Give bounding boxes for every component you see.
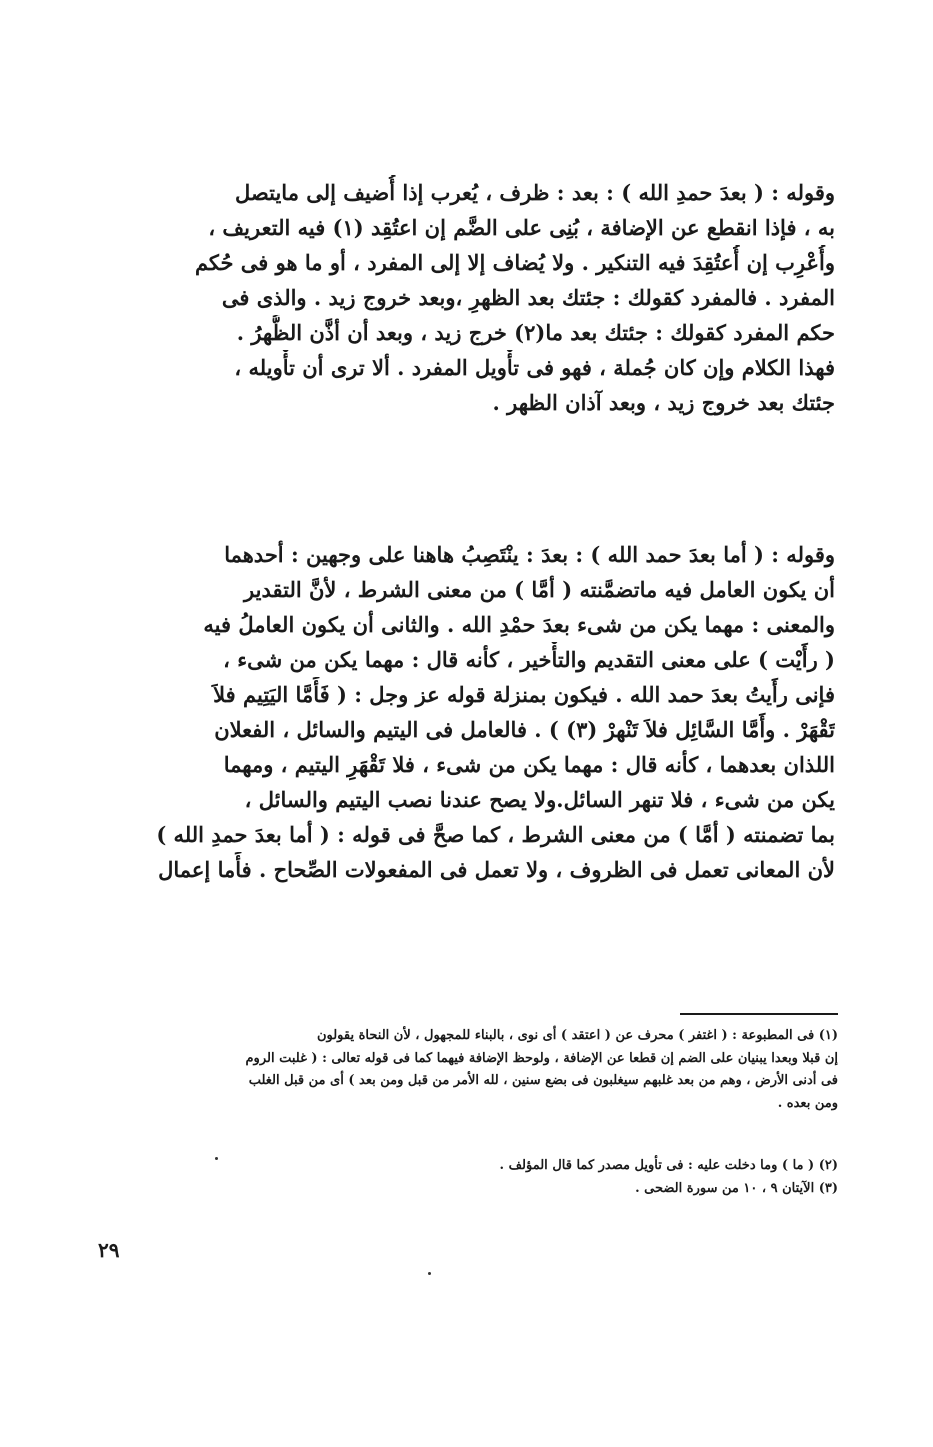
- text-line: فهذا الكلام وإن كان جُملة ، فهو فى تأْويل المفرد . ألا ترى أن تأْويله ،: [234, 355, 835, 380]
- scan-speck: [428, 1272, 431, 1275]
- text-line: وأُعْرِب إن أُعتُقِدَ فيه التنكير . ولا يُضاف إلا إلى المفرد ، أو ما هو فى حُكم: [194, 250, 835, 275]
- page-number: ٢٩: [98, 1238, 120, 1262]
- footnote-line: (١) فى المطبوعة : ( اغتفر ) محرف عن ( اعتقد ) أى نوى ، بالبناء للمجهول ، لأن النحاة يقولون: [316, 1028, 838, 1043]
- footnote-line: إن قبلا وبعدا يبنيان على الضم إن قطعا عن الإضافة ، ولوحظ الإضافة فيهما كما فى قوله تعالى : ( غلبت الروم: [245, 1050, 838, 1066]
- text-line: جئتك بعد خروج زيد ، وبعد آذان الظهر .: [492, 390, 835, 415]
- text-line: به ، فإذا انقطع عن الإضافة ، بُنِى على الضَّم إن اعتُقِد (١) فيه التعريف ،: [208, 215, 835, 240]
- text-line: ( رأَيْت ) على معنى التقديم والتأْخير ، كأنه قال : مهما يكن من شىء ،: [223, 647, 835, 672]
- scan-speck: [215, 1157, 218, 1160]
- text-line: أن يكون العامل فيه ماتضمَّنته ( أمَّا ) من معنى الشرط ، لأنَّ التقدير: [244, 577, 835, 602]
- footnote-2: (٢) ( ما ) وما دخلت عليه : فى تأويل مصدر كما قال المؤلف .: [499, 1158, 838, 1173]
- footnote-1: [100, 1025, 838, 1115]
- text-line: تَقْهَرْ . وأَمَّا السَّائِل فلاَ تَنْهرْ (٣) ) . فالعامل فى اليتيم والسائل ، الفعلان: [214, 717, 835, 742]
- text-line: لأن المعانى تعمل فى الظروف ، ولا تعمل فى المفعولات الصِّحاح . فأَما إعمال: [158, 857, 835, 882]
- footnote-separator: [680, 1013, 838, 1015]
- text-line: وقوله : ( أما بعدَ حمد الله ) : بعدَ : ينْتَصِبُ هاهنا على وجهين : أحدهما: [224, 542, 835, 567]
- text-line: وقوله : ( بعدَ حمدِ الله ) : بعد : ظرف ، يُعرب إذا أُضيف إلى مايتصل: [235, 180, 835, 205]
- text-line: فإنى رأَيتُ بعدَ حمد الله . فيكون بمنزلة قوله عز وجل : ( فَأَمَّا اليَتِيم فلاَ: [213, 682, 835, 707]
- paragraph-ba3da: [100, 175, 835, 420]
- text-line: يكن من شىء ، فلا تنهر السائل.ولا يصح عندنا نصب اليتيم والسائل ،: [244, 787, 835, 812]
- text-line: حكم المفرد كقولك : جئتك بعد ما(٢) خرج زيد ، وبعد أن أذَّن الظُّهرُ .: [236, 320, 835, 345]
- footnote-line: ومن بعده .: [777, 1095, 838, 1111]
- text-line: بما تضمنته ( أمَّا ) من معنى الشرط ، كما صحَّ فى قوله : ( أما بعدَ حمدِ الله ): [156, 822, 835, 847]
- footnote-3: (٣) الآيتان ٩ ، ١٠ من سورة الضحى .: [635, 1180, 838, 1196]
- footnote-line: فى أدنى الأرض ، وهم من بعد غلبهم سيغلبون فى بضع سنين ، لله الأمر من قبل ومن بعد ) أى من قبل الغلب: [248, 1073, 838, 1088]
- footnotes-2-3: [100, 1155, 838, 1200]
- text-line: والمعنى : مهما يكن من شىء بعدَ حمْدِ الله . والثانى أن يكون العاملُ فيه: [203, 612, 835, 637]
- text-line: اللذان بعدهما ، كأنه قال : مهما يكن من شىء ، فلا تَقْهَرِ اليتيم ، ومهما: [223, 752, 835, 777]
- paragraph-amma-ba3d: [100, 537, 835, 887]
- text-line: المفرد . فالمفرد كقولك : جئتك بعد الظهرِ ،وبعد خروج زيد . والذى فى: [221, 285, 835, 310]
